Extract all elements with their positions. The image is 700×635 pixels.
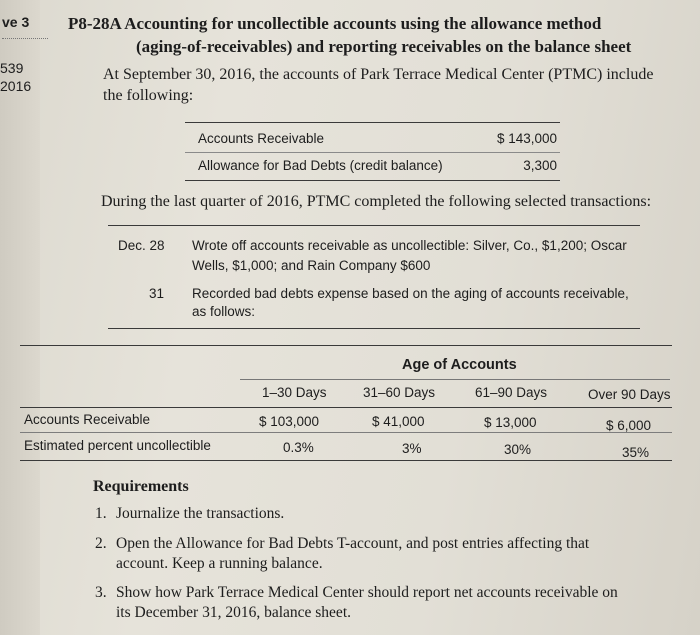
aging-heading-rule — [240, 379, 670, 380]
problem-title — [68, 14, 601, 34]
transaction-text: Wrote off accounts receivable as uncollectible: Silver, Co., $1,200; Oscar — [192, 238, 627, 253]
transaction-text: as follows: — [192, 304, 256, 319]
margin-page-label: ve 3 — [2, 14, 30, 30]
aging-column-header: 1–30 Days — [262, 385, 327, 400]
problem-title-line1: Accounting for uncollectible accounts using the allowance method — [124, 14, 602, 33]
intro-line1: At September 30, 2016, the accounts of Park Terrace Medical Center (PTMC) include — [103, 66, 654, 83]
requirement-number: 2. — [95, 535, 107, 552]
balance-label: Accounts Receivable — [198, 131, 325, 146]
balances-bottom-rule — [185, 180, 560, 181]
aging-cell: $ 6,000 — [606, 418, 652, 433]
aging-row-label: Estimated percent uncollectible — [24, 438, 211, 453]
aging-column-header: 61–90 Days — [475, 385, 548, 400]
requirement-text: Show how Park Terrace Medical Center should report net accounts receivable on — [116, 584, 618, 601]
balance-label: Allowance for Bad Debts (credit balance) — [198, 158, 443, 173]
aging-column-header: Over 90 Days — [588, 387, 671, 402]
aging-cell: 3% — [402, 441, 422, 456]
aging-cell: 30% — [504, 442, 532, 457]
margin-dots — [2, 38, 48, 39]
balance-value: $ 143,000 — [496, 131, 557, 146]
aging-cell: 0.3% — [283, 440, 314, 455]
transactions-top-rule — [108, 225, 640, 226]
aging-bottom-rule — [20, 460, 672, 461]
balances-mid-rule — [185, 152, 560, 153]
requirement-text: Open the Allowance for Bad Debts T-account, and post entries affecting that — [116, 535, 590, 552]
aging-cell: $ 41,000 — [372, 414, 425, 429]
aging-header-rule — [20, 407, 672, 408]
requirement-text: its December 31, 2016, balance sheet. — [116, 604, 351, 621]
balance-value: 3,300 — [523, 158, 557, 173]
transaction-text: Wells, $1,000; and Rain Company $600 — [192, 258, 431, 273]
requirements-heading: Requirements — [93, 478, 189, 495]
aging-cell: $ 103,000 — [259, 414, 320, 429]
requirement-text: account. Keep a running balance. — [116, 555, 323, 572]
transactions-bottom-rule — [108, 328, 640, 329]
transaction-text: Recorded bad debts expense based on the aging of accounts receivable, — [192, 286, 629, 301]
balances-top-rule — [185, 122, 560, 123]
transaction-date: 31 — [149, 286, 165, 301]
problem-title-line2: (aging-of-receivables) and reporting receivables on the balance sheet — [136, 37, 632, 56]
aging-column-header: 31–60 Days — [363, 385, 436, 400]
problem-id: P8-28A — [68, 14, 121, 33]
aging-row-label: Accounts Receivable — [24, 412, 151, 427]
margin-number-1: 539 — [0, 60, 24, 76]
intro-line2: the following: — [103, 87, 194, 104]
requirement-text: Journalize the transactions. — [116, 505, 285, 522]
page-gutter — [0, 0, 40, 635]
aging-cell: 35% — [622, 445, 650, 460]
transaction-date: Dec. 28 — [118, 238, 165, 253]
aging-row-rule — [20, 432, 672, 433]
aging-heading: Age of Accounts — [402, 357, 517, 373]
requirement-number: 3. — [95, 584, 107, 601]
aging-cell: $ 13,000 — [484, 415, 537, 430]
margin-number-2: 2016 — [0, 78, 32, 94]
aging-top-rule — [20, 345, 672, 346]
quarter-intro: During the last quarter of 2016, PTMC completed the following selected transactions: — [101, 193, 652, 210]
requirement-number: 1. — [95, 505, 107, 522]
